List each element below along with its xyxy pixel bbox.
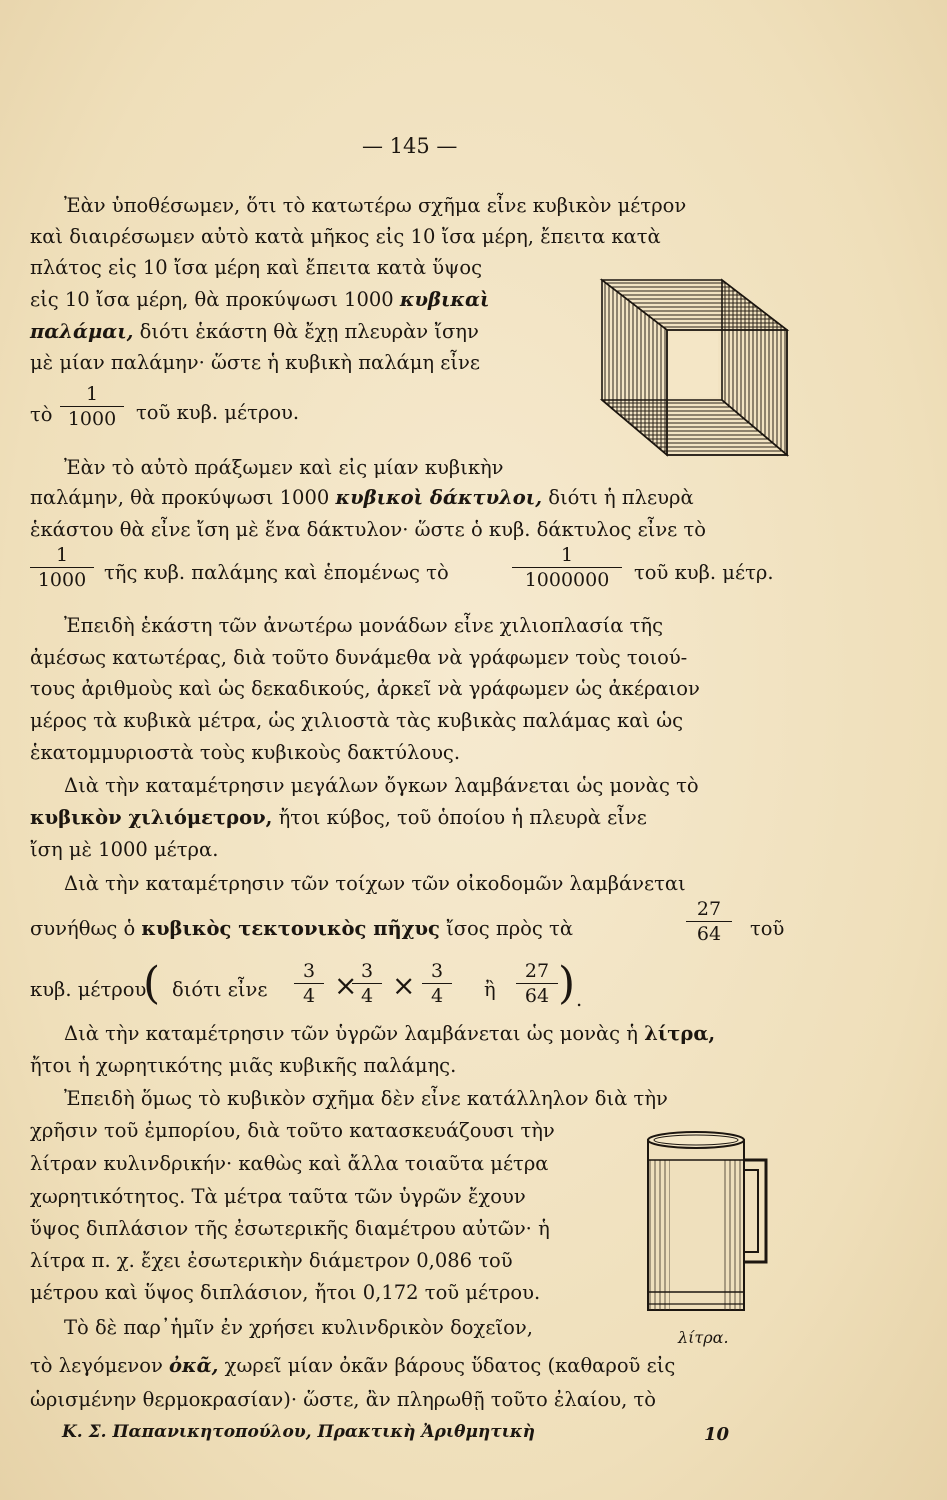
times-sign: × [334, 969, 358, 1002]
text-line [30, 290, 489, 310]
text-line: μὲ μίαν παλάμην· ὥστε ἡ κυβικὴ παλάμη εἶνε [30, 351, 480, 374]
text-run: διότι ἡ πλευρὰ [542, 486, 694, 509]
text-line: τοῦ κυβ. μέτρου. [136, 401, 300, 424]
text-line: Τὸ δὲ παρ᾽ἡμῖν ἐν χρήσει κυλινδρικὸν δοχεῖον, [64, 1316, 533, 1339]
text-run: χωρεῖ μίαν ὀκᾶν βάρους ὕδατος (καθαροῦ εἰς [218, 1354, 676, 1377]
text-line [64, 1024, 715, 1044]
text-run: ἴσος πρὸς τὰ [439, 917, 573, 940]
emphasis-term: παλάμαι, [30, 320, 134, 343]
text-line: διότι εἶνε [172, 978, 268, 1001]
text-line: Ἐπειδὴ ἑκάστη τῶν ἀνωτέρω μονάδων εἶνε χιλιοπλασία τῆς [64, 614, 664, 637]
text-run: διότι ἑκάστη θὰ ἔχῃ πλευρὰν ἴσην [133, 320, 479, 343]
text-line: χρῆσιν τοῦ ἐμπορίου, διὰ τοῦτο κατασκευάζουσι τὴν [30, 1119, 555, 1142]
fraction [30, 546, 94, 590]
text-run: παλάμην, θὰ προκύψωσι 1000 [30, 486, 336, 509]
emphasis-term: κυβικὸς τεκτονικὸς πῆχυς [141, 917, 440, 940]
litre-mug-figure [634, 1120, 784, 1320]
text-line: ἢ [484, 978, 496, 1001]
text-line: πλάτος εἰς 10 ἴσα μέρη καὶ ἔπειτα κατὰ ὕψος [30, 256, 483, 279]
fraction [516, 962, 558, 1006]
text-line: ἴση μὲ 1000 μέτρα. [30, 838, 219, 861]
fraction-numerator: 3 [294, 962, 324, 984]
text-line: τους ἀριθμοὺς καὶ ὡς δεκαδικούς, ἀρκεῖ νὰ γράφωμεν ὡς ἀκέραιον [30, 677, 700, 700]
text-line: ἑκάστου θὰ εἶνε ἴση μὲ ἕνα δάκτυλον· ὥστε ὁ κυβ. δάκτυλος εἶνε τὸ [30, 518, 707, 541]
fraction-numerator: 1 [30, 546, 94, 568]
emphasis-term: λίτρα, [644, 1022, 716, 1045]
emphasis-term: κυβικαὶ [399, 288, 490, 311]
text-line: μέτρου καὶ ὕψος διπλάσιον, ἤτοι 0,172 τοῦ μέτρου. [30, 1281, 541, 1304]
text-line: τοῦ [750, 917, 785, 940]
text-line: μέρος τὰ κυβικὰ μέτρα, ὡς χιλιοστὰ τὰς κυβικὰς παλάμας καὶ ὡς [30, 709, 684, 732]
fraction-denominator: 4 [302, 985, 316, 1007]
fraction-numerator: 27 [686, 900, 732, 922]
open-paren: ( [143, 958, 161, 1009]
text-line [30, 322, 479, 342]
fraction [352, 962, 382, 1006]
footer-author: Κ. Σ. Παπανικητοπούλου, Πρακτικὴ Ἀριθμητικὴ [62, 1422, 536, 1442]
text-run: Διὰ τὴν καταμέτρησιν τῶν ὑγρῶν λαμβάνεται ὡς μονὰς ἡ [64, 1022, 645, 1045]
fraction-denominator: 4 [360, 985, 374, 1007]
text-line: τῆς κυβ. παλάμης καὶ ἑπομένως τὸ [104, 561, 449, 584]
figure-caption: λίτρα. [678, 1328, 729, 1347]
fraction [422, 962, 452, 1006]
text-line: ἑκατομμυριοστὰ τοὺς κυβικοὺς δακτύλους. [30, 741, 461, 764]
fraction-denominator: 1000 [67, 408, 117, 430]
text-line: λίτρα π. χ. ἔχει ἐσωτερικὴν διάμετρον 0,086 τοῦ [30, 1249, 513, 1272]
text-run: ἤτοι κύβος, τοῦ ὁποίου ἡ πλευρὰ εἶνε [272, 806, 647, 829]
emphasis-term: κυβικὸν χιλιόμετρον, [30, 806, 273, 829]
text-line: Ἐὰν ὑποθέσωμεν, ὅτι τὸ κατωτέρω σχῆμα εἶνε κυβικὸν μέτρον [64, 194, 687, 217]
fraction-denominator: 64 [696, 923, 722, 945]
text-line [30, 919, 573, 939]
fraction-numerator: 1 [60, 385, 124, 407]
text-run: συνήθως ὁ [30, 917, 142, 940]
text-line: ὡρισμένην θερμοκρασίαν)· ὥστε, ἂν πληρωθῇ τοῦτο ἐλαίου, τὸ [30, 1388, 657, 1411]
fraction-denominator: 1000000 [524, 569, 610, 591]
text-line: Διὰ τὴν καταμέτρησιν τῶν τοίχων τῶν οἰκοδομῶν λαμβάνεται [64, 872, 686, 895]
text-line: τοῦ κυβ. μέτρ. [634, 561, 774, 584]
text-line [30, 488, 694, 508]
fraction [294, 962, 324, 1006]
text-line: καὶ διαιρέσωμεν αὐτὸ κατὰ μῆκος εἰς 10 ἴσα μέρη, ἔπειτα κατὰ [30, 225, 661, 248]
fraction-denominator: 1000 [37, 569, 87, 591]
text-line: ὕψος διπλάσιον τῆς ἐσωτερικῆς διαμέτρου αὐτῶν· ἡ [30, 1217, 550, 1240]
text-line: . [576, 988, 583, 1011]
text-line: κυβ. μέτρου [30, 978, 147, 1001]
fraction-numerator: 3 [352, 962, 382, 984]
text-run: τὸ λεγόμενον [30, 1354, 170, 1377]
fraction-numerator: 3 [422, 962, 452, 984]
fraction-numerator: 27 [516, 962, 558, 984]
text-line [30, 1356, 675, 1376]
text-line: τὸ [30, 403, 53, 426]
text-run: εἰς 10 ἴσα μέρη, θὰ προκύψωσι 1000 [30, 288, 400, 311]
fraction [512, 546, 622, 590]
text-line: ἤτοι ἡ χωρητικότης μιᾶς κυβικῆς παλάμης. [30, 1054, 457, 1077]
text-line [30, 808, 647, 828]
fraction-numerator: 1 [512, 546, 622, 568]
footer-signature: 10 [704, 1424, 730, 1445]
times-sign: × [392, 969, 416, 1002]
close-paren: ) [558, 958, 576, 1009]
emphasis-term: ὀκᾶ, [169, 1354, 219, 1377]
text-line: Διὰ τὴν καταμέτρησιν μεγάλων ὄγκων λαμβάνεται ὡς μονὰς τὸ [64, 774, 699, 797]
cube-figure [592, 270, 792, 470]
text-line: λίτραν κυλινδρικήν· καθὼς καὶ ἄλλα τοιαῦτα μέτρα [30, 1152, 549, 1175]
emphasis-term: κυβικοὶ δάκτυλοι, [335, 486, 543, 509]
text-line: ἀμέσως κατωτέρας, διὰ τοῦτο δυνάμεθα νὰ γράφωμεν τοὺς τοιού- [30, 646, 688, 669]
fraction-denominator: 4 [430, 985, 444, 1007]
text-line: χωρητικότητος. Τὰ μέτρα ταῦτα τῶν ὑγρῶν ἔχουν [30, 1185, 526, 1208]
text-line: Ἐὰν τὸ αὐτὸ πράξωμεν καὶ εἰς μίαν κυβικὴν [64, 456, 504, 479]
fraction [60, 385, 124, 429]
fraction [686, 900, 732, 944]
text-line: Ἐπειδὴ ὅμως τὸ κυβικὸν σχῆμα δὲν εἶνε κατάλληλον διὰ τὴν [64, 1087, 668, 1110]
fraction-denominator: 64 [524, 985, 550, 1007]
page-number: — 145 — [362, 134, 458, 158]
